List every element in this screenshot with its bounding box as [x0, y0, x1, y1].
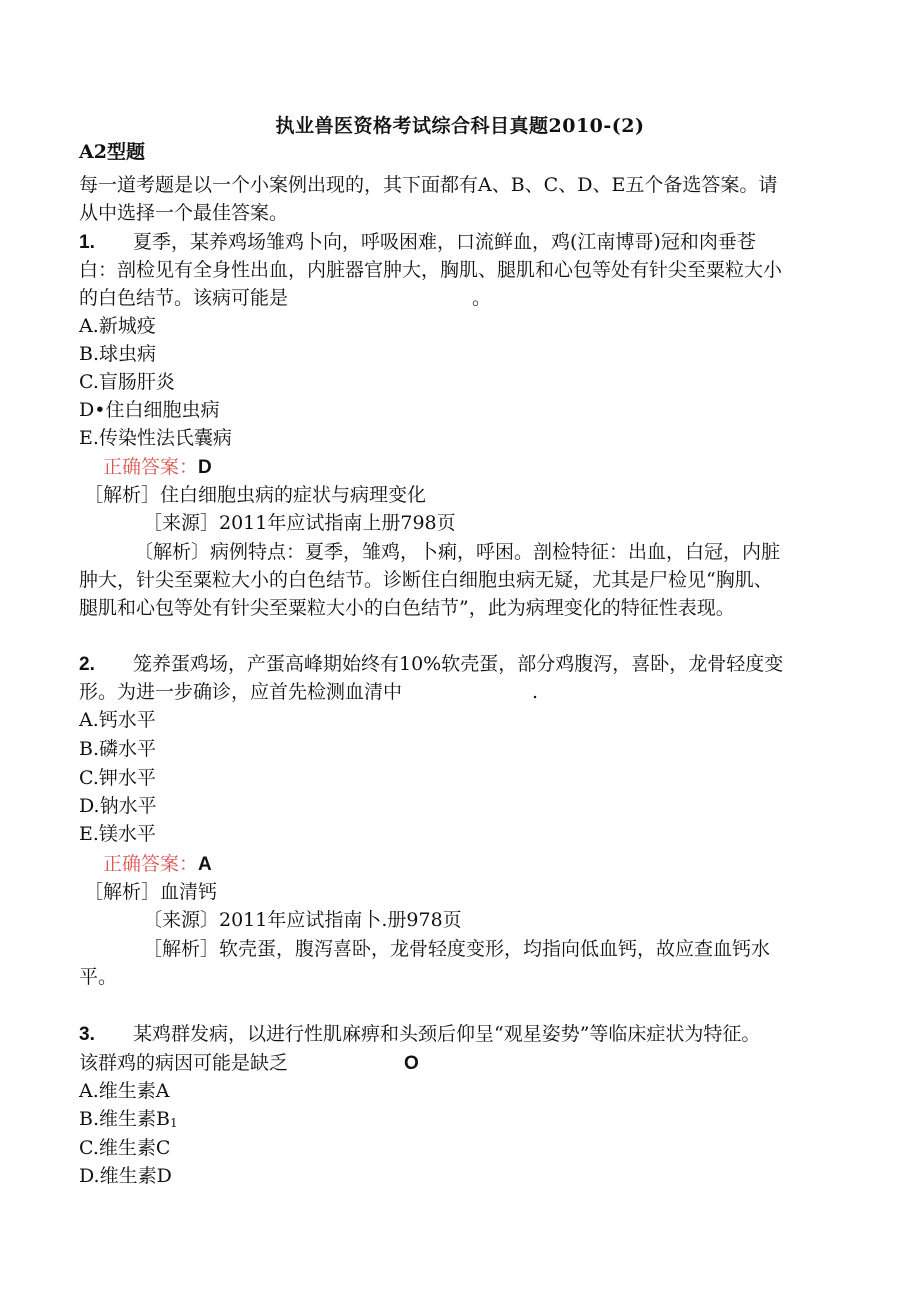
analysis-detail-line: 〔解析〕病例特点：夏季，雏鸡，卜痢，呼困。剖检特征：出血，白冠，内脏: [134, 541, 781, 563]
question-1-stem-line: 1. 夏季，某养鸡场雏鸡卜向，呼吸困难，口流鲜血，鸡(江南博哥)冠和肉垂苍: [79, 231, 756, 253]
analysis-detail-line: ［解析］软壳蛋，腹泻喜卧，龙骨轻度变形，均指向低血钙，故应查血钙水: [143, 938, 771, 960]
source-reference: ［来源］2011年应试指南上册798页: [143, 512, 456, 534]
option-a: A.维生素A: [79, 1080, 170, 1102]
instructions-line: 每一道考题是以一个小案例出现的，其下面都有A、B、C、D、E五个备选答案。请: [79, 174, 778, 196]
question-1-stem-line: 的白色结节。该病可能是 。: [79, 287, 492, 309]
correct-answer: 正确答案：A: [103, 853, 212, 875]
option-b: B.维生素$B_1$: [79, 1108, 178, 1130]
question-2-stem-line: 形。为进一步确诊，应首先检测血清中 .: [79, 681, 539, 703]
question-number: 1.: [79, 232, 95, 253]
question-3-stem-line: 3. 某鸡群发病，以进行性肌麻痹和头颈后仰呈“观星姿势”等临床症状为特征。: [79, 1023, 761, 1045]
analysis-detail-line: 平。: [79, 966, 118, 988]
option-d: D.钠水平: [79, 795, 157, 817]
option-c: C.盲肠肝炎: [79, 371, 175, 393]
option-d: D•住白细胞虫病: [79, 399, 220, 421]
correct-answer: 正确答案：D: [103, 456, 212, 478]
analysis-detail-line: 腿肌和心包等处有针尖至粟粒大小的白色结节”，此为病理变化的特征性表现。: [79, 597, 735, 619]
option-c: C.维生素C: [79, 1137, 171, 1159]
option-a: A.钙水平: [79, 709, 156, 731]
page-title: 执业兽医资格考试综合科目真题2010-(2): [275, 115, 645, 137]
analysis-summary: ［解析］血清钙: [84, 881, 218, 903]
question-1-stem-line: 白：剖检见有全身性出血，内脏器官肿大，胸肌、腿肌和心包等处有针尖至粟粒大小: [79, 259, 783, 281]
question-number: 2.: [79, 654, 95, 675]
section-heading: A2型题: [79, 141, 145, 163]
source-reference: 〔来源〕2011年应试指南卜.册978页: [143, 909, 462, 931]
question-number: 3.: [79, 1024, 95, 1045]
option-a: A.新城疫: [79, 315, 156, 337]
option-e: E.镁水平: [79, 823, 156, 845]
analysis-summary: ［解析］住白细胞虫病的症状与病理变化: [84, 484, 427, 506]
option-d: D.维生素D: [79, 1165, 172, 1187]
question-3-stem-line: 该群鸡的病因可能是缺乏 O: [79, 1052, 419, 1074]
analysis-detail-line: 肿大，针尖至粟粒大小的白色结节。诊断住白细胞虫病无疑，尤其是尸检见“胸肌、: [79, 569, 773, 591]
option-b: B.磷水平: [79, 738, 157, 760]
question-2-stem-line: 2. 笼养蛋鸡场，产蛋高峰期始终有10%软壳蛋，部分鸡腹泻，喜卧，龙骨轻度变: [79, 653, 784, 675]
option-c: C.钾水平: [79, 767, 156, 789]
option-e: E.传染性法氏囊病: [79, 427, 232, 449]
option-b: B.球虫病: [79, 343, 157, 365]
instructions-line: 从中选择一个最佳答案。: [79, 202, 289, 224]
